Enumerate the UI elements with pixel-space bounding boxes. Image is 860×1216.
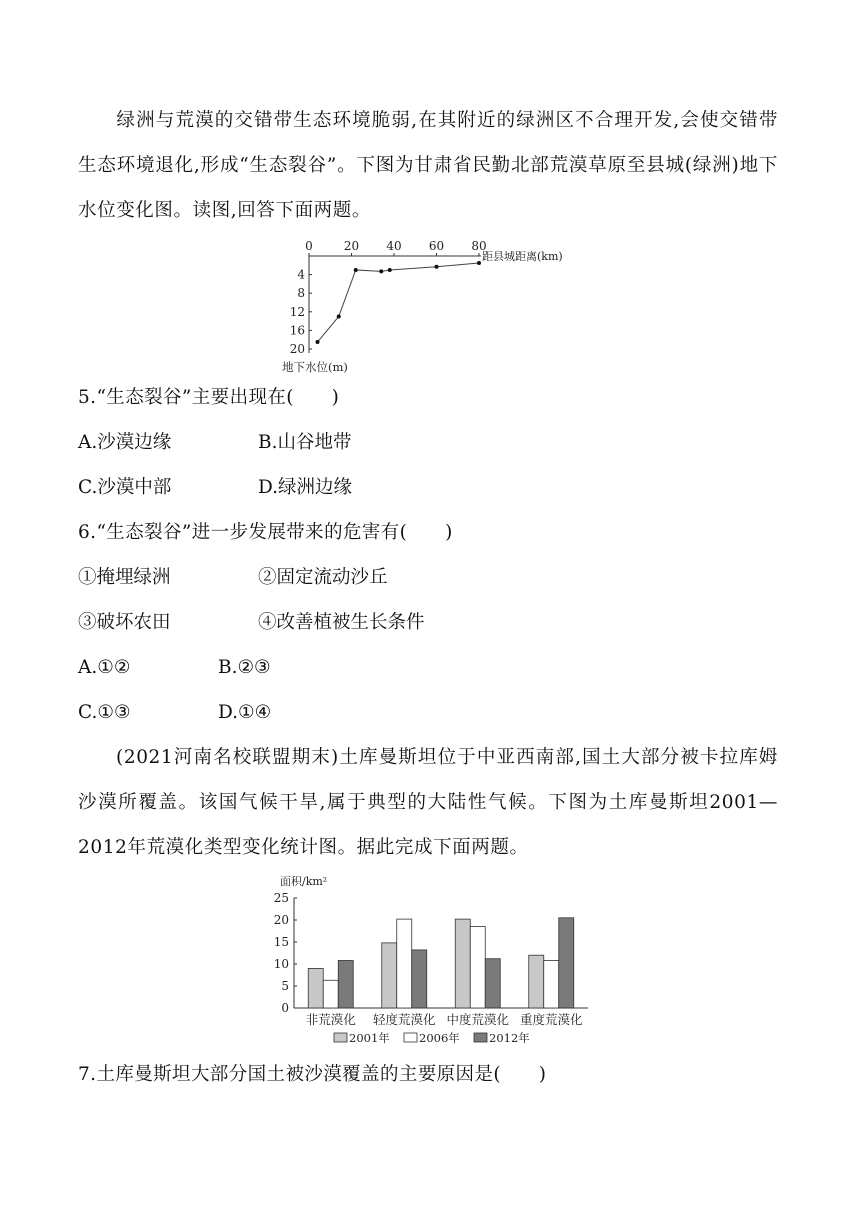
q6-option-b: B.②③ — [218, 657, 271, 678]
y-tick-label: 12 — [289, 304, 305, 319]
question-6-stem: 6.“生态裂谷”进一步发展带来的危害有( ) — [78, 522, 453, 543]
bar — [455, 919, 470, 1008]
groundwater-data-point — [435, 265, 439, 269]
y-tick-label: 0 — [281, 1001, 289, 1015]
bar — [529, 955, 544, 1008]
q6-option-d: D.①④ — [218, 702, 272, 723]
x-tick-label: 60 — [428, 239, 445, 253]
legend-swatch — [404, 1033, 417, 1042]
bar — [559, 918, 574, 1008]
groundwater-data-point — [477, 261, 481, 265]
groundwater-data-point — [337, 314, 341, 318]
bar — [338, 960, 353, 1008]
groundwater-data-point — [316, 340, 320, 344]
x-category-label: 轻度荒漠化 — [372, 1012, 436, 1027]
x-tick-label: 40 — [386, 239, 402, 253]
y-tick-label: 16 — [289, 323, 305, 338]
q6-option-a: A.①② — [78, 657, 131, 678]
q6-statement-2: ②固定流动沙丘 — [258, 567, 388, 588]
y-axis-label: 地下水位(m) — [282, 360, 348, 374]
y-tick-label: 5 — [281, 979, 289, 993]
bar — [308, 968, 323, 1008]
y-tick-label: 4 — [297, 267, 305, 282]
groundwater-data-point — [379, 269, 383, 273]
legend-swatch — [474, 1033, 487, 1042]
x-tick-label: 20 — [343, 239, 360, 253]
y-tick-label: 20 — [273, 913, 289, 927]
groundwater-data-point — [354, 268, 358, 272]
x-axis-label: 距县城距离(km) — [482, 250, 563, 263]
y-tick-label: 25 — [273, 891, 289, 905]
x-category-label: 非荒漠化 — [305, 1012, 356, 1027]
desertification-bar-chart — [262, 868, 598, 1050]
intro-paragraph-1 — [78, 98, 778, 233]
q5-option-a: A.沙漠边缘 — [78, 432, 172, 453]
q5-option-d: D.绿洲边缘 — [258, 477, 353, 498]
y-axis-label: 面积/km² — [280, 875, 328, 888]
x-tick-label: 80 — [471, 239, 487, 253]
question-5-stem: 5.“生态裂谷”主要出现在( ) — [78, 387, 340, 408]
x-category-label: 重度荒漠化 — [519, 1012, 583, 1027]
question-7-stem: 7.土库曼斯坦大部分国土被沙漠覆盖的主要原因是( ) — [78, 1064, 547, 1085]
bar — [397, 919, 412, 1008]
groundwater-line-chart — [270, 234, 600, 376]
intro-paragraph-2 — [78, 735, 778, 870]
intro-text-1: 绿洲与荒漠的交错带生态环境脆弱,在其附近的绿洲区不合理开发,会使交错带生态环境退化,形成“生态裂谷”。下图为甘肃省民勤北部荒漠草原至县城(绿洲)地下水位变化图。读图,回答下面两题。 — [78, 110, 778, 221]
legend-label: 2001年 — [349, 1031, 390, 1045]
bar — [382, 943, 397, 1008]
groundwater-data-point — [388, 268, 392, 272]
bar — [544, 960, 559, 1008]
bar — [485, 959, 500, 1008]
y-tick-label: 10 — [273, 957, 289, 971]
x-tick-label: 0 — [305, 239, 313, 253]
bar — [412, 950, 427, 1008]
q6-option-c: C.①③ — [78, 702, 131, 723]
q6-statement-3: ③破坏农田 — [78, 612, 171, 633]
bar — [470, 927, 485, 1008]
y-tick-label: 8 — [297, 286, 305, 301]
legend-swatch — [334, 1033, 347, 1042]
q5-option-b: B.山谷地带 — [258, 432, 352, 453]
q5-option-c: C.沙漠中部 — [78, 477, 172, 498]
bar — [323, 980, 338, 1008]
groundwater-series-line — [318, 263, 480, 342]
intro-text-2: (2021河南名校联盟期末)土库曼斯坦位于中亚西南部,国土大部分被卡拉库姆沙漠所覆盖。该国气候干旱,属于典型的大陆性气候。下图为土库曼斯坦2001—2012年荒漠化类型变化统计图。据此完成下面两题。 — [78, 747, 778, 858]
y-tick-label: 15 — [273, 935, 289, 949]
y-tick-label: 20 — [289, 342, 305, 356]
x-category-label: 中度荒漠化 — [446, 1012, 510, 1027]
legend-label: 2006年 — [419, 1031, 460, 1045]
q6-statement-1: ①掩埋绿洲 — [78, 567, 171, 588]
legend-label: 2012年 — [489, 1031, 530, 1045]
q6-statement-4: ④改善植被生长条件 — [258, 612, 425, 633]
